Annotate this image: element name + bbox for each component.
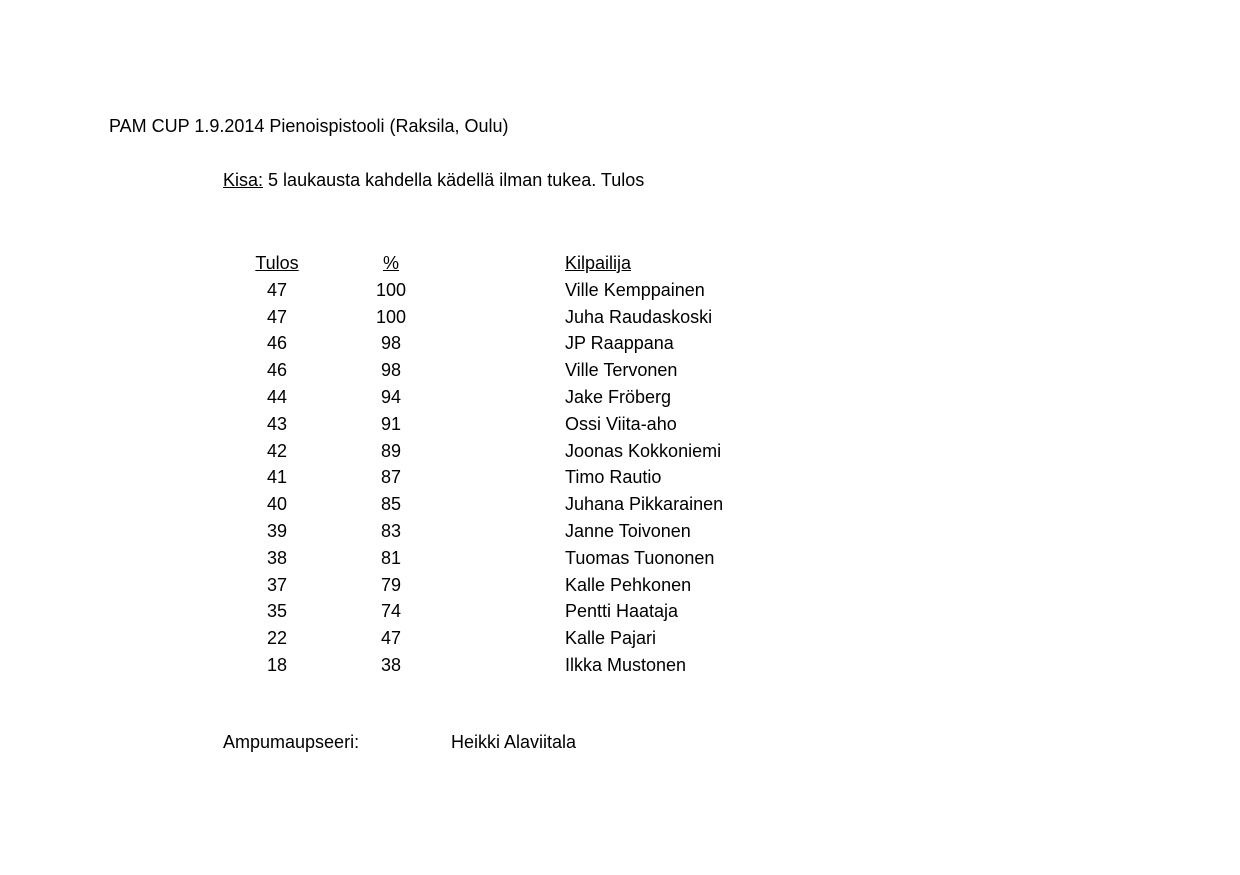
score-cell: 43 xyxy=(266,413,288,434)
percent-cell: 83 xyxy=(380,520,402,541)
percent-cell: 89 xyxy=(380,440,402,461)
header-name: Kilpailija xyxy=(565,253,632,273)
percent-cell: 91 xyxy=(380,413,402,434)
name-cell: Ossi Viita-aho xyxy=(565,413,677,434)
name-cell: Ilkka Mustonen xyxy=(565,654,687,675)
score-cell: 47 xyxy=(266,279,288,300)
name-cell: Jake Fröberg xyxy=(565,386,672,407)
score-cell: 40 xyxy=(266,494,288,515)
range-officer-label: Ampumaupseeri: xyxy=(223,732,360,752)
name-cell: Joonas Kokkoniemi xyxy=(565,440,722,461)
name-cell: Ville Kemppainen xyxy=(565,279,705,300)
score-cell: 44 xyxy=(266,386,288,407)
name-cell: Kalle Pehkonen xyxy=(565,574,692,595)
score-cell: 18 xyxy=(266,654,288,675)
contest-description xyxy=(223,170,644,191)
name-cell: Kalle Pajari xyxy=(565,628,657,649)
header-score: Tulos xyxy=(255,253,299,273)
name-cell: Pentti Haataja xyxy=(565,601,679,622)
percent-cell: 87 xyxy=(380,467,402,488)
score-cell: 46 xyxy=(266,333,288,354)
percent-cell: 38 xyxy=(380,654,402,675)
score-cell: 42 xyxy=(266,440,288,461)
name-cell: Timo Rautio xyxy=(565,467,662,488)
contest-text: 5 laukausta kahdella kädellä ilman tukea. Tulos xyxy=(268,170,645,190)
score-cell: 46 xyxy=(266,360,288,381)
percent-cell: 100 xyxy=(375,306,407,327)
percent-cell: 100 xyxy=(375,279,407,300)
range-officer-name: Heikki Alaviitala xyxy=(451,732,577,752)
percent-cell: 47 xyxy=(380,628,402,649)
name-cell: Janne Toivonen xyxy=(565,520,691,541)
name-cell: Tuomas Tuononen xyxy=(565,547,715,568)
header-percent: % xyxy=(382,253,399,273)
name-cell: Juha Raudaskoski xyxy=(565,306,713,327)
percent-cell: 98 xyxy=(380,360,402,381)
score-cell: 35 xyxy=(266,601,288,622)
name-cell: Ville Tervonen xyxy=(565,360,678,381)
score-cell: 22 xyxy=(266,628,288,649)
score-cell: 39 xyxy=(266,520,288,541)
percent-cell: 94 xyxy=(380,386,402,407)
score-cell: 41 xyxy=(266,467,288,488)
percent-cell: 85 xyxy=(380,494,402,515)
name-cell: JP Raappana xyxy=(565,333,674,354)
percent-cell: 98 xyxy=(380,333,402,354)
percent-cell: 79 xyxy=(380,574,402,595)
contest-label: Kisa: xyxy=(223,170,264,190)
score-cell: 37 xyxy=(266,574,288,595)
score-cell: 47 xyxy=(266,306,288,327)
document-title: PAM CUP 1.9.2014 Pienoispistooli (Raksila, Oulu) xyxy=(109,116,509,136)
range-officer xyxy=(223,732,577,753)
percent-cell: 81 xyxy=(380,547,402,568)
name-cell: Juhana Pikkarainen xyxy=(565,494,724,515)
percent-cell: 74 xyxy=(380,601,402,622)
score-cell: 38 xyxy=(266,547,288,568)
